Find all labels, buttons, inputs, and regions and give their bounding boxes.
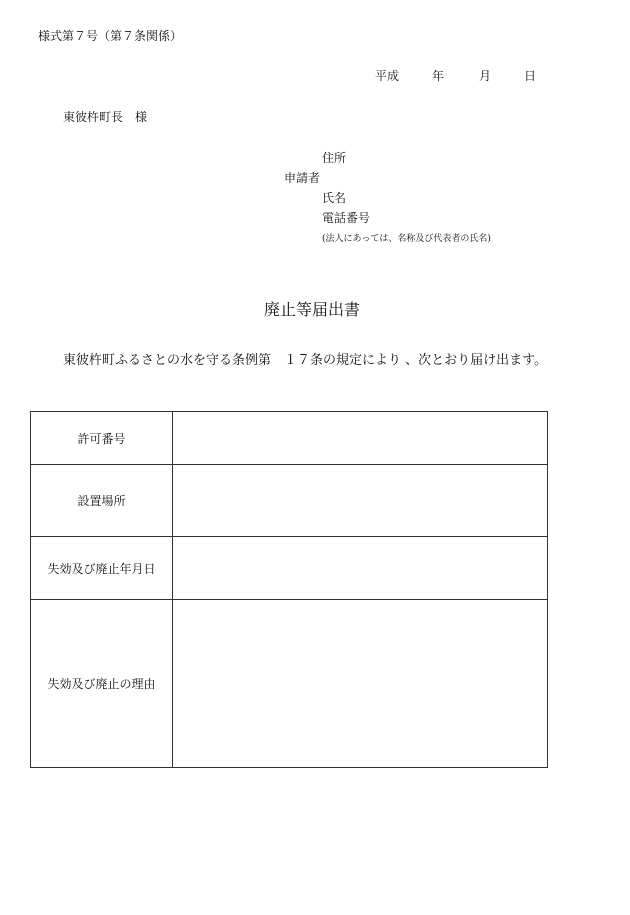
name-label: 氏名	[322, 191, 347, 205]
addressee: 東彼杵町長 様	[63, 110, 148, 124]
row-value-field[interactable]	[173, 465, 548, 537]
corporate-note: (法人にあっては、名称及び代表者の氏名)	[322, 234, 491, 244]
notification-table	[30, 411, 548, 768]
row-label: 失効及び廃止年月日	[31, 537, 173, 600]
date-era: 平成	[375, 69, 400, 83]
table-row	[31, 412, 548, 465]
row-label: 設置場所	[31, 465, 173, 537]
row-label: 失効及び廃止の理由	[31, 600, 173, 768]
row-label: 許可番号	[31, 412, 173, 465]
row-value-field[interactable]	[173, 600, 548, 768]
body-text: 東彼杵町ふるさとの水を守る条例第 １７条の規定により 、次とおり届け出ます。	[63, 353, 548, 368]
table-row	[31, 465, 548, 537]
table-row	[31, 537, 548, 600]
phone-label: 電話番号	[322, 211, 371, 225]
address-label: 住所	[322, 151, 347, 165]
applicant-label: 申請者	[284, 171, 321, 185]
row-value-field[interactable]	[173, 412, 548, 465]
date-month: 月	[479, 69, 492, 83]
date-day: 日	[524, 69, 537, 83]
row-value-field[interactable]	[173, 537, 548, 600]
table-row	[31, 600, 548, 768]
date-year: 年	[432, 69, 445, 83]
document-title: 廃止等届出書	[263, 300, 360, 319]
form-number: 様式第７号（第７条関係）	[38, 29, 183, 43]
